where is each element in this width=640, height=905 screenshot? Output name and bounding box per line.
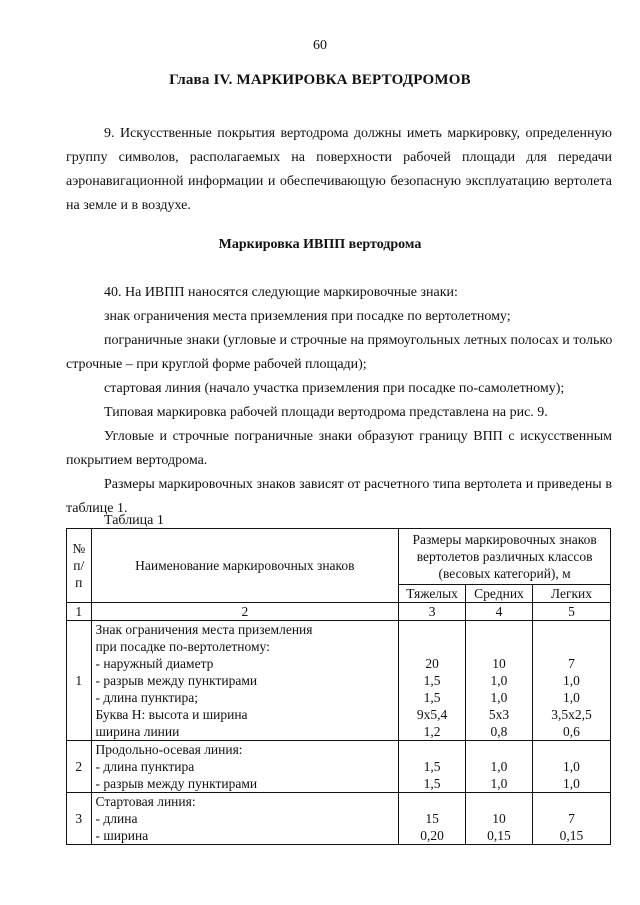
marking-name: - длина пунктира bbox=[95, 759, 195, 774]
marking-name-cell bbox=[91, 621, 399, 741]
col-number: 2 bbox=[91, 603, 399, 621]
value-light: 3,5x2,5 bbox=[551, 707, 592, 722]
marking-name-cell bbox=[91, 741, 399, 793]
markings-table bbox=[66, 528, 611, 845]
section-heading: Маркировка ИВПП вертодрома bbox=[218, 237, 422, 252]
body-line: пограничные знаки (угловые и строчные на прямоугольных летных полосах и только bbox=[104, 333, 613, 348]
table-row bbox=[67, 741, 611, 793]
value-medium: 1,0 bbox=[490, 776, 508, 791]
value-heavy-cell bbox=[399, 793, 466, 845]
value-light: 1,0 bbox=[563, 759, 580, 774]
table-header-row bbox=[67, 529, 611, 585]
value-medium bbox=[470, 638, 528, 655]
body-line: Угловые и строчные пограничные знаки образуют границу ВПП с искусственным bbox=[104, 429, 612, 444]
body-line: 40. На ИВПП наносятся следующие маркировочные знаки: bbox=[104, 285, 458, 300]
value-light bbox=[537, 793, 606, 810]
value-light: 7 bbox=[568, 656, 575, 671]
value-heavy bbox=[403, 621, 461, 638]
marking-name: Продольно-осевая линия: bbox=[95, 742, 243, 757]
value-heavy bbox=[403, 793, 461, 810]
value-medium: 0,8 bbox=[490, 724, 508, 739]
value-heavy: 9x5,4 bbox=[416, 707, 448, 722]
row-number: 3 bbox=[67, 793, 92, 845]
value-light: 1,0 bbox=[563, 776, 580, 791]
value-medium bbox=[470, 741, 528, 758]
value-heavy: 0,20 bbox=[420, 828, 444, 843]
body-line: таблице 1. bbox=[66, 501, 128, 516]
marking-name: - длина пунктира; bbox=[95, 690, 199, 705]
header-heavy: Тяжелых bbox=[399, 585, 466, 603]
value-heavy: 1,5 bbox=[423, 690, 441, 705]
value-light: 1,0 bbox=[563, 673, 580, 688]
value-light-cell bbox=[532, 741, 610, 793]
value-light: 0,15 bbox=[559, 828, 584, 843]
marking-name: - длина bbox=[95, 811, 138, 826]
table-row bbox=[67, 621, 611, 741]
value-medium bbox=[470, 621, 528, 638]
value-heavy: 1,2 bbox=[423, 724, 441, 739]
page-number: 60 bbox=[313, 38, 327, 53]
body-line: покрытием вертодрома. bbox=[66, 453, 208, 468]
body-line: знак ограничения места приземления при посадке по вертолетному; bbox=[104, 309, 511, 324]
value-light bbox=[537, 741, 606, 758]
value-heavy-cell bbox=[399, 621, 466, 741]
marking-name: Буква Н: высота и ширина bbox=[95, 707, 248, 722]
body-line: строчные – при круглой форме рабочей площади); bbox=[66, 357, 367, 372]
value-heavy bbox=[403, 741, 461, 758]
value-medium: 0,15 bbox=[487, 828, 511, 843]
value-light: 7 bbox=[568, 811, 575, 826]
table-body bbox=[67, 621, 611, 845]
marking-name: Стартовая линия: bbox=[95, 794, 196, 809]
value-light bbox=[537, 621, 606, 638]
value-heavy-cell bbox=[399, 741, 466, 793]
marking-name: Знак ограничения места приземления bbox=[95, 622, 313, 637]
value-light bbox=[537, 638, 606, 655]
marking-name: - разрыв между пунктирами bbox=[95, 673, 258, 688]
row-number: 2 bbox=[67, 741, 92, 793]
marking-name: - наружный диаметр bbox=[95, 656, 214, 671]
value-medium: 10 bbox=[492, 811, 506, 826]
value-light-cell bbox=[532, 621, 610, 741]
value-medium bbox=[470, 793, 528, 810]
value-light: 1,0 bbox=[563, 690, 580, 705]
col-number: 4 bbox=[466, 603, 533, 621]
col-number: 3 bbox=[399, 603, 466, 621]
header-medium: Средних bbox=[466, 585, 533, 603]
value-heavy bbox=[403, 638, 461, 655]
header-size-group: Размеры маркировочных знаков вертолетов различных классов (весовых категорий), м bbox=[399, 529, 611, 585]
body-line: Типовая маркировка рабочей площади вертодрома представлена на рис. 9. bbox=[104, 405, 548, 420]
paragraph-9: 9. Искусственные покрытия вертодрома должны иметь маркировку, определенную группу символов, располагаемых на поверхности рабочей площади для передачи аэронавигационной информации и обеспечивающую безопасную эксплуатацию вертолета на земле и в воздухе. bbox=[66, 126, 612, 213]
value-medium: 10 bbox=[492, 656, 506, 671]
value-medium-cell bbox=[466, 621, 533, 741]
chapter-title: Глава IV. МАРКИРОВКА ВЕРТОДРОМОВ bbox=[169, 72, 471, 88]
value-medium: 1,0 bbox=[490, 759, 508, 774]
marking-name: - разрыв между пунктирами bbox=[95, 776, 258, 791]
marking-name: ширина линии bbox=[95, 724, 180, 739]
value-medium-cell bbox=[466, 741, 533, 793]
value-heavy: 15 bbox=[425, 811, 439, 826]
col-number: 1 bbox=[67, 603, 92, 621]
value-light: 0,6 bbox=[563, 724, 580, 739]
value-medium: 1,0 bbox=[490, 673, 508, 688]
col-number: 5 bbox=[532, 603, 610, 621]
body-line: стартовая линия (начало участка приземления при посадке по-самолетному); bbox=[104, 381, 565, 396]
marking-name-cell bbox=[91, 793, 399, 845]
table-caption: Таблица 1 bbox=[104, 513, 164, 528]
body-line: Размеры маркировочных знаков зависят от расчетного типа вертолета и приведены в bbox=[104, 477, 612, 492]
value-heavy: 1,5 bbox=[423, 776, 441, 791]
marking-name: при посадке по-вертолетному: bbox=[95, 639, 270, 654]
value-medium: 1,0 bbox=[490, 690, 508, 705]
header-no: № п/п bbox=[67, 529, 92, 603]
header-name: Наименование маркировочных знаков bbox=[91, 529, 399, 603]
value-heavy: 20 bbox=[425, 656, 439, 671]
row-number: 1 bbox=[67, 621, 92, 741]
value-medium-cell bbox=[466, 793, 533, 845]
table-row bbox=[67, 793, 611, 845]
marking-name: - ширина bbox=[95, 828, 149, 843]
value-heavy: 1,5 bbox=[423, 673, 441, 688]
table-numbering-row bbox=[67, 603, 611, 621]
value-heavy: 1,5 bbox=[423, 759, 441, 774]
value-light-cell bbox=[532, 793, 610, 845]
value-medium: 5x3 bbox=[488, 707, 510, 722]
header-light: Легких bbox=[532, 585, 610, 603]
